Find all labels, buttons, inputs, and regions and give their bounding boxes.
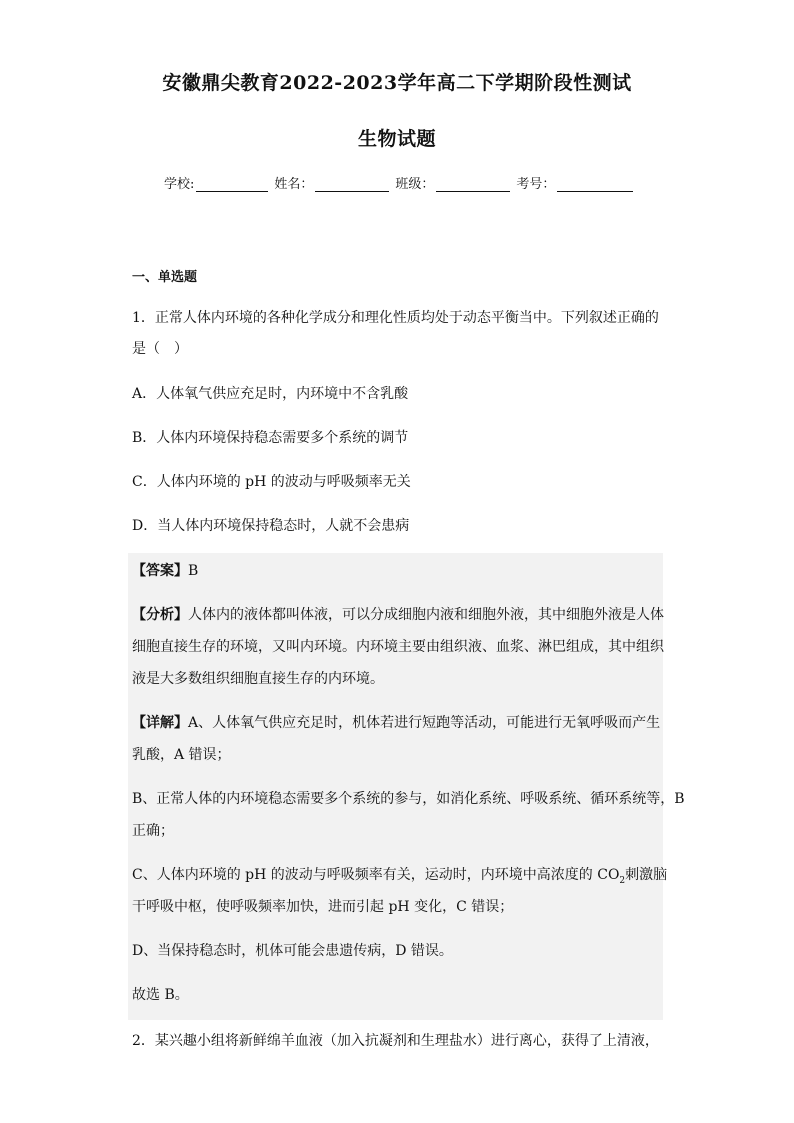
question-1-stem-line1: 1．正常人体内环境的各种化学成分和理化性质均处于动态平衡当中。下列叙述正确的 — [132, 310, 659, 326]
student-info-row — [164, 173, 637, 192]
analysis-line2: 细胞直接生存的环境，又叫内环境。内环境主要由组织液、血浆、淋巴组成，其中组织 — [132, 639, 664, 655]
exam-number-blank — [557, 177, 633, 192]
detail-c-line1 — [132, 864, 667, 886]
detail-line1 — [132, 712, 660, 732]
exam-subtitle: 生物试题 — [357, 128, 436, 150]
analysis-tag: 【分析】 — [132, 607, 188, 623]
detail-c-subscript: 2 — [619, 875, 626, 886]
conclusion-line: 故选 B。 — [132, 987, 189, 1003]
detail-b-line2: 正确； — [132, 823, 174, 839]
analysis-line3: 液是大多数组织细胞直接生存的内环境。 — [132, 671, 384, 687]
option-d: D．当人体内环境保持稳态时，人就不会患病 — [132, 518, 410, 534]
name-label: 姓名： — [274, 177, 314, 192]
school-label: 学校: — [164, 177, 195, 192]
answer-tag: 【答案】 — [132, 563, 188, 579]
school-blank — [196, 177, 268, 192]
name-blank — [315, 177, 389, 192]
detail-c-post: 刺激脑 — [625, 867, 668, 883]
option-c: C．人体内环境的 pH 的波动与呼吸频率无关 — [132, 474, 411, 490]
answer-value: B — [188, 563, 199, 579]
detail-line2: 乳酸，A 错误； — [132, 747, 231, 763]
analysis-line1 — [132, 604, 664, 624]
answer-line — [132, 560, 198, 580]
option-b: B．人体内环境保持稳态需要多个系统的调节 — [132, 430, 409, 446]
detail-c-line2: 干呼吸中枢，使呼吸频率加快，进而引起 pH 变化，C 错误； — [132, 899, 514, 915]
class-blank — [436, 177, 510, 192]
exam-title: 安徽鼎尖教育2022-2023学年高二下学期阶段性测试 — [162, 72, 632, 94]
detail-b-line1: B、正常人体的内环境稳态需要多个系统的参与，如消化系统、呼吸系统、循环系统等，B — [132, 791, 685, 807]
question-2-stem-line1: 2．某兴趣小组将新鲜绵羊血液（加入抗凝剂和生理盐水）进行离心，获得了上清液， — [132, 1033, 659, 1049]
question-1-stem-line2: 是（ ） — [132, 341, 188, 357]
detail-d-line: D、当保持稳态时，机体可能会患遗传病，D 错误。 — [132, 943, 453, 959]
analysis-text1: 人体内的液体都叫体液，可以分成细胞内液和细胞外液，其中细胞外液是人体 — [188, 607, 664, 623]
option-a: A．人体氧气供应充足时，内环境中不含乳酸 — [132, 386, 409, 402]
detail-text1: A、人体氧气供应充足时，机体若进行短跑等活动，可能进行无氧呼吸而产生 — [188, 715, 661, 731]
detail-tag: 【详解】 — [132, 715, 188, 731]
class-label: 班级： — [395, 177, 435, 192]
section-title: 一、单选题 — [132, 270, 198, 285]
detail-c-pre: C、人体内环境的 pH 的波动与呼吸频率有关，运动时，内环境中高浓度的 CO — [132, 867, 620, 883]
exam-number-label: 考号： — [516, 177, 556, 192]
